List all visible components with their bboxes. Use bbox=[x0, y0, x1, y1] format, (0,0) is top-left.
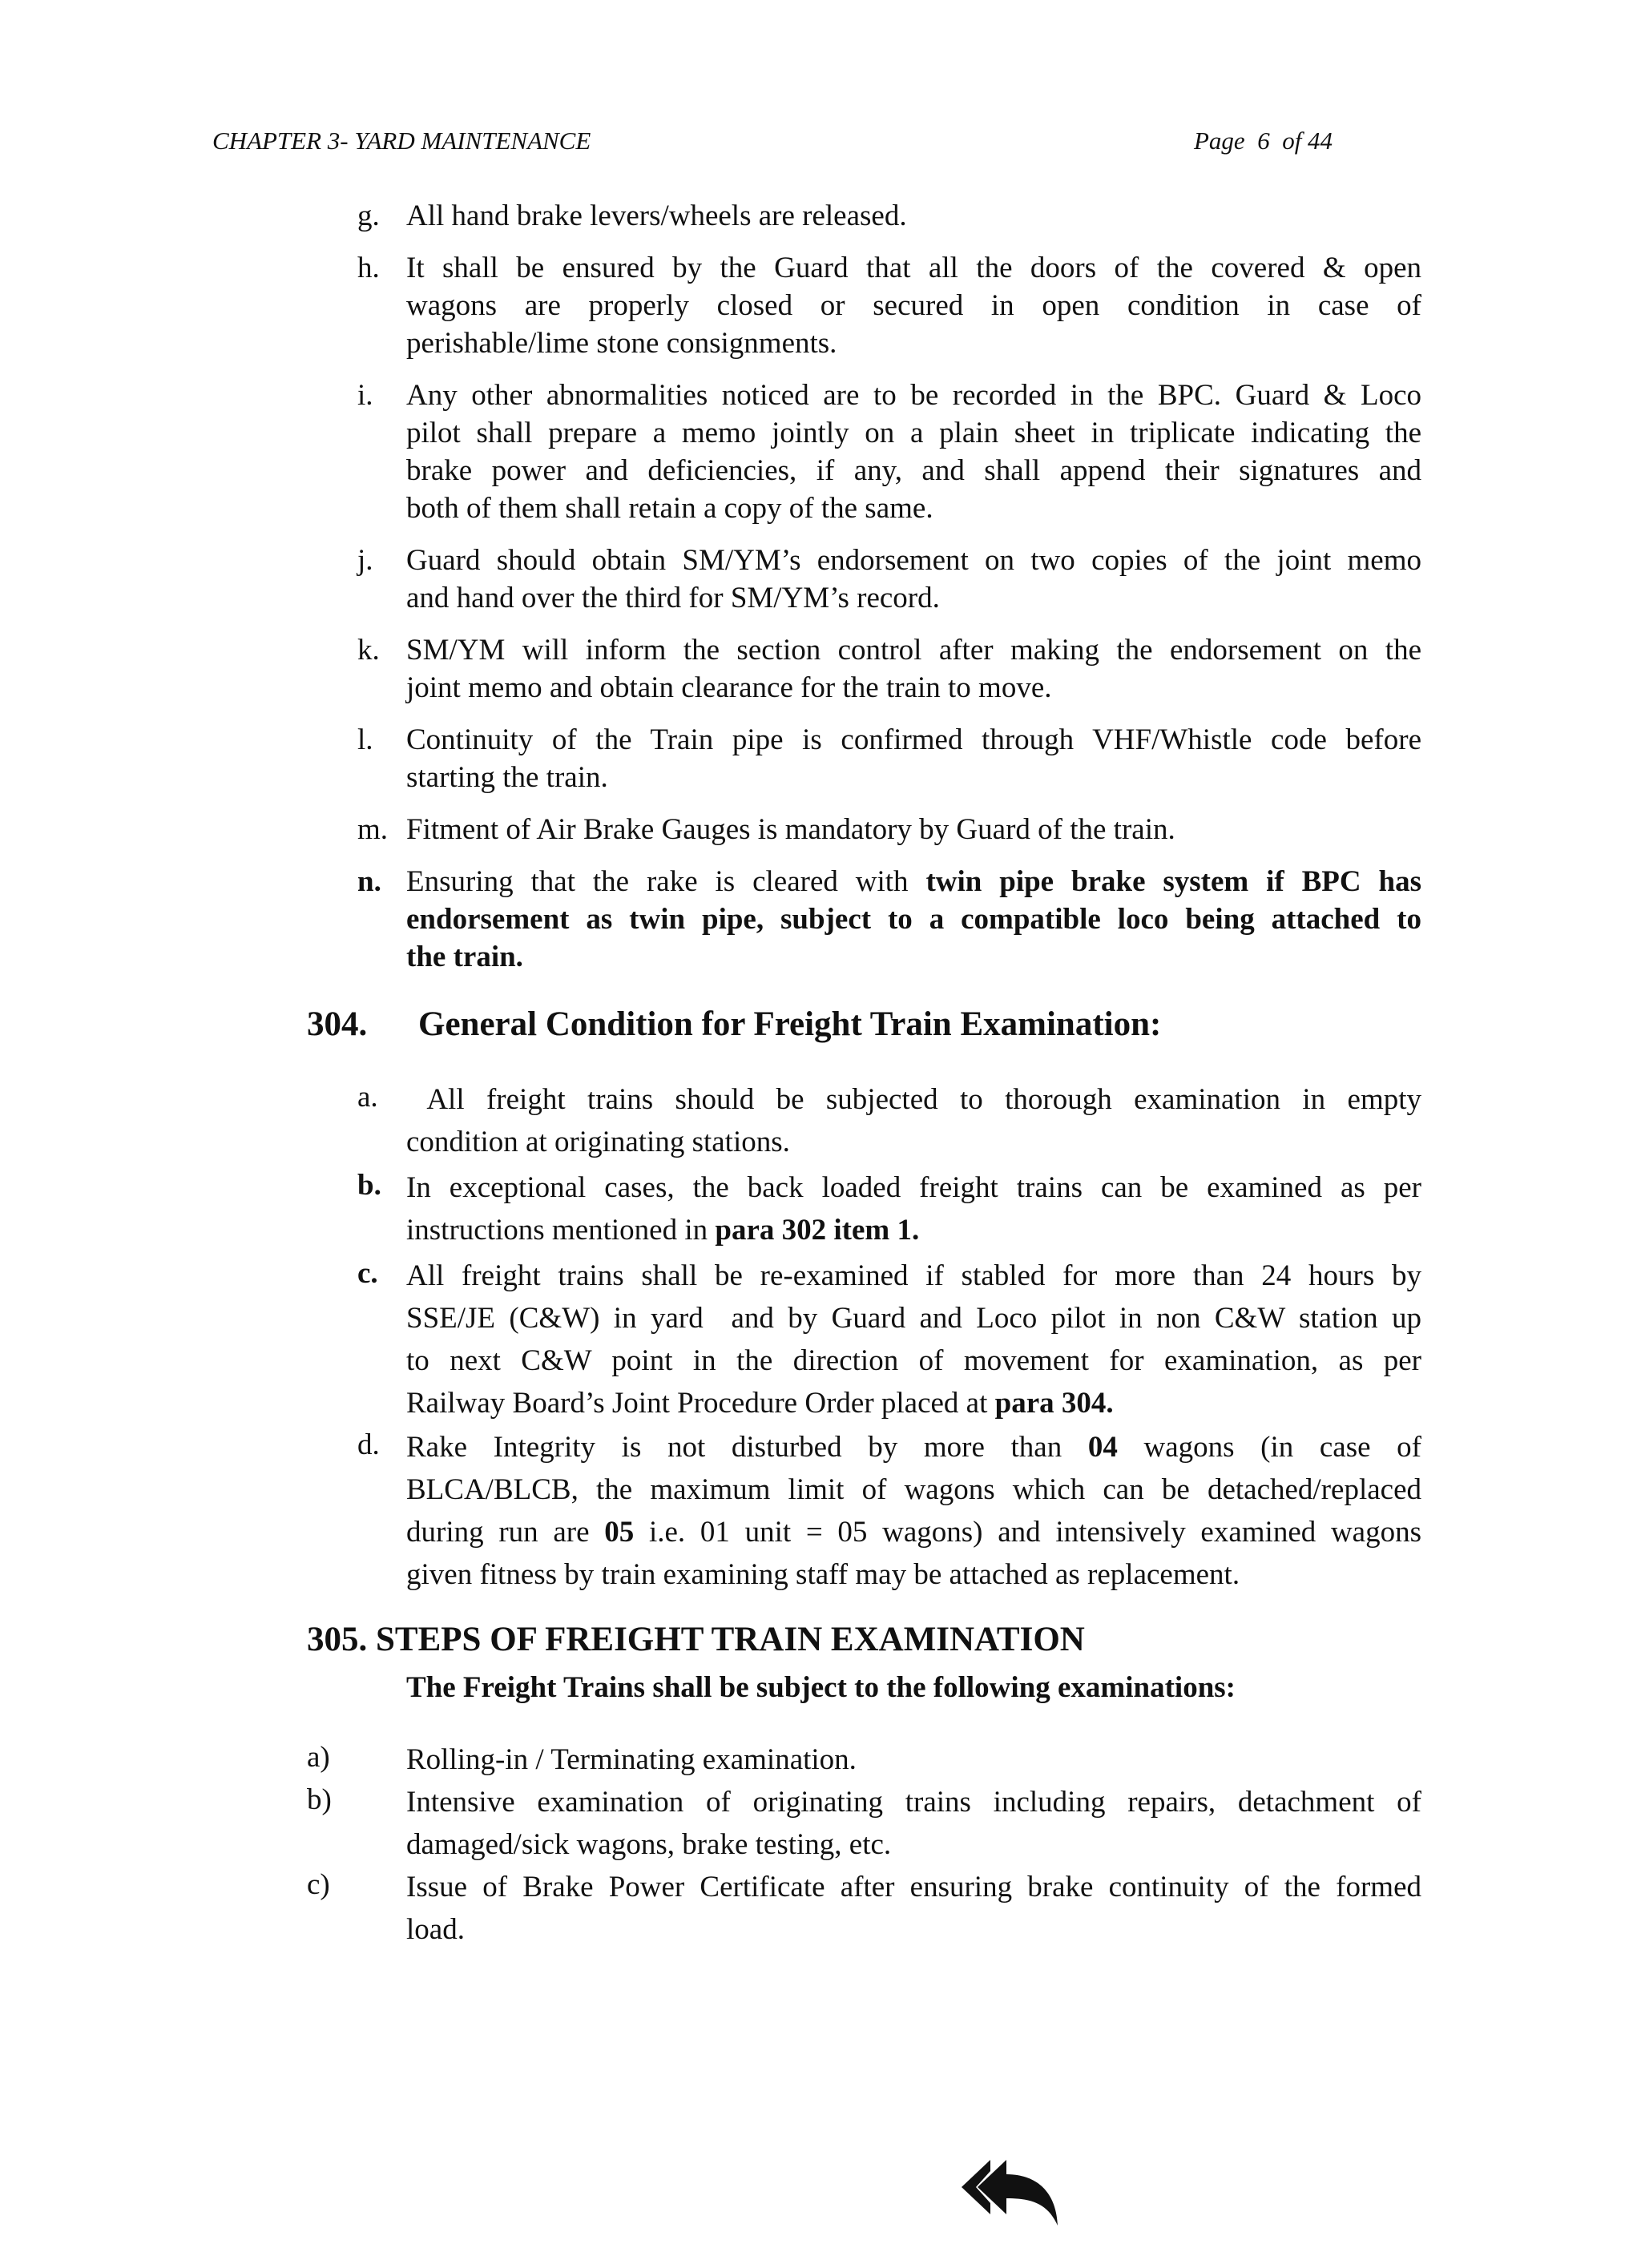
list-text: brake power and deficiencies, if any, and shall append their signatures and bbox=[406, 454, 1421, 487]
list-marker: h. bbox=[357, 252, 380, 284]
list-text: In exceptional cases, the back loaded freight trains can be examined as per bbox=[406, 1171, 1421, 1204]
section-305-subtitle: The Freight Trains shall be subject to the following examinations: bbox=[406, 1671, 1236, 1704]
list-marker: c. bbox=[357, 1257, 378, 1290]
list-text: All freight trains should be subjected to thorough examination in empty bbox=[406, 1083, 1421, 1116]
chapter-title: CHAPTER 3- YARD MAINTENANCE bbox=[212, 127, 591, 155]
section-304-number: 304. bbox=[307, 1005, 368, 1043]
list-text: both of them shall retain a copy of the same. bbox=[406, 492, 933, 525]
list-marker: i. bbox=[357, 379, 373, 412]
list-text: perishable/lime stone consignments. bbox=[406, 327, 837, 360]
list-marker: j. bbox=[357, 544, 373, 577]
page-number: Page 6 of 44 bbox=[1194, 127, 1333, 155]
list-text: SSE/JE (C&W) in yard and by Guard and Loco pilot in non C&W station up bbox=[406, 1302, 1421, 1335]
list-text: endorsement as twin pipe, subject to a compatible loco being attached to bbox=[406, 903, 1421, 936]
section-305-title: 305. STEPS OF FREIGHT TRAIN EXAMINATION bbox=[307, 1621, 1085, 1658]
list-text: Any other abnormalities noticed are to be recorded in the BPC. Guard & Loco bbox=[406, 379, 1421, 412]
list-marker: b) bbox=[307, 1783, 332, 1816]
list-text: instructions mentioned in para 302 item 1. bbox=[406, 1214, 920, 1247]
list-marker: m. bbox=[357, 813, 389, 846]
list-text: Continuity of the Train pipe is confirmed through VHF/Whistle code before bbox=[406, 723, 1421, 756]
list-text: SM/YM will inform the section control after making the endorsement on the bbox=[406, 634, 1421, 667]
list-text: wagons are properly closed or secured in open condition in case of bbox=[406, 289, 1421, 322]
list-text: and hand over the third for SM/YM’s record. bbox=[406, 582, 940, 614]
list-text: Fitment of Air Brake Gauges is mandatory by Guard of the train. bbox=[406, 813, 1175, 846]
list-text: Intensive examination of originating trains including repairs, detachment of bbox=[406, 1786, 1421, 1819]
list-text: during run are 05 i.e. 01 unit = 05 wagons) and intensively examined wagons bbox=[406, 1516, 1421, 1549]
list-text: It shall be ensured by the Guard that all the doors of the covered & open bbox=[406, 252, 1421, 284]
list-marker: l. bbox=[357, 723, 373, 756]
list-text: Guard should obtain SM/YM’s endorsement on two copies of the joint memo bbox=[406, 544, 1421, 577]
list-text: Rolling-in / Terminating examination. bbox=[406, 1743, 857, 1776]
list-marker: b. bbox=[357, 1169, 381, 1202]
list-text: starting the train. bbox=[406, 761, 608, 794]
list-text: Issue of Brake Power Certificate after ensuring brake continuity of the formed bbox=[406, 1871, 1421, 1903]
list-text: Railway Board’s Joint Procedure Order placed at para 304. bbox=[406, 1387, 1114, 1420]
list-marker: a. bbox=[357, 1081, 378, 1114]
list-marker: k. bbox=[357, 634, 380, 667]
list-text: All hand brake levers/wheels are released. bbox=[406, 199, 907, 232]
section-304-title: General Condition for Freight Train Examination: bbox=[418, 1005, 1162, 1043]
list-text: given fitness by train examining staff may be attached as replacement. bbox=[406, 1558, 1240, 1591]
list-text: to next C&W point in the direction of movement for examination, as per bbox=[406, 1344, 1421, 1377]
list-marker: d. bbox=[357, 1428, 380, 1461]
list-text: BLCA/BLCB, the maximum limit of wagons which can be detached/replaced bbox=[406, 1473, 1421, 1506]
list-marker: a) bbox=[307, 1741, 330, 1774]
list-marker: n. bbox=[357, 865, 381, 898]
list-text: load. bbox=[406, 1913, 465, 1946]
list-text: Ensuring that the rake is cleared with twin pipe brake system if BPC has bbox=[406, 865, 1422, 898]
list-marker: g. bbox=[357, 199, 380, 232]
list-text: damaged/sick wagons, brake testing, etc. bbox=[406, 1828, 892, 1861]
list-text: condition at originating stations. bbox=[406, 1126, 790, 1158]
list-text: Rake Integrity is not disturbed by more than 04 wagons (in case of bbox=[406, 1431, 1421, 1464]
list-text: pilot shall prepare a memo jointly on a plain sheet in triplicate indicating the bbox=[406, 417, 1421, 449]
list-text: joint memo and obtain clearance for the train to move. bbox=[406, 671, 1052, 704]
list-text: All freight trains shall be re-examined if stabled for more than 24 hours by bbox=[406, 1259, 1421, 1292]
list-marker: c) bbox=[307, 1868, 330, 1901]
list-text: the train. bbox=[406, 941, 523, 973]
back-arrow-icon[interactable] bbox=[958, 2155, 1061, 2229]
